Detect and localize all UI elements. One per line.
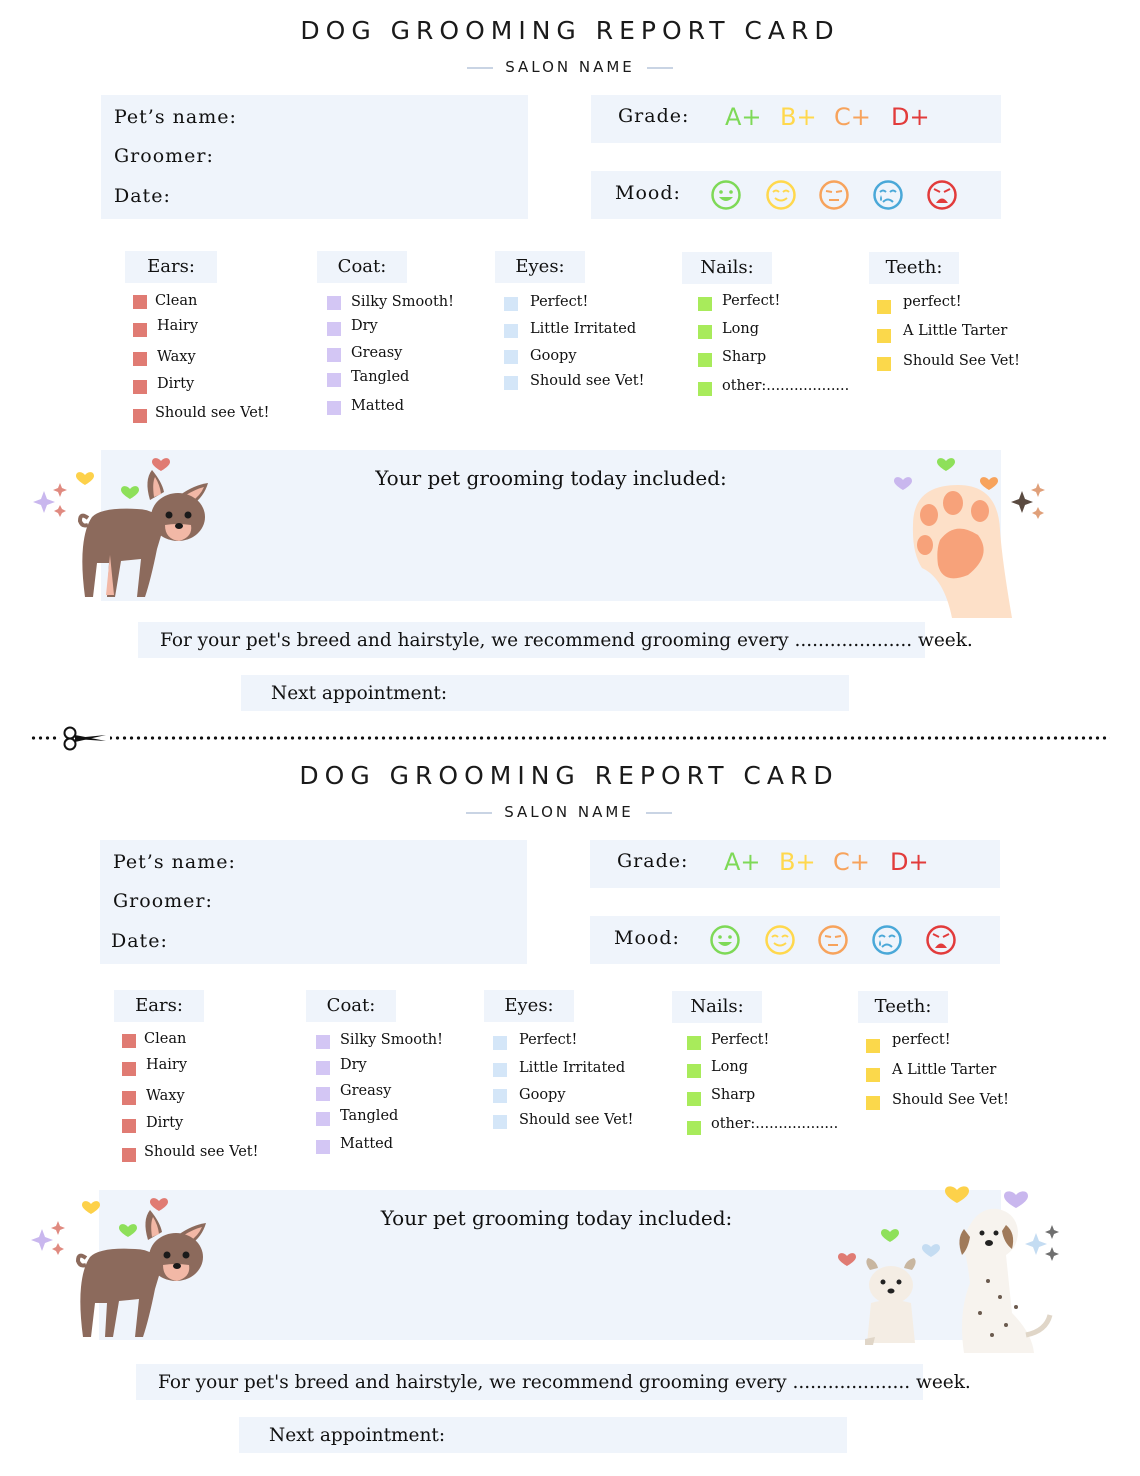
checkbox-ears-clean[interactable]	[122, 1034, 136, 1048]
option-eyes-irritated: Little Irritated	[519, 1060, 626, 1076]
grade-b-plus[interactable]: B+	[780, 103, 817, 131]
report-card-top	[0, 0, 1140, 730]
eyes-label: Eyes:	[484, 990, 574, 1022]
mood-label: Mood:	[615, 182, 681, 204]
checkbox-teeth-perfect[interactable]	[877, 300, 891, 314]
checkbox-coat-greasy[interactable]	[327, 348, 341, 362]
salon-dash-left	[466, 812, 492, 814]
checkbox-ears-hairy[interactable]	[122, 1062, 136, 1076]
salon-name-text: SALON NAME	[504, 803, 634, 821]
next-appointment-field[interactable]: Next appointment:	[269, 1425, 446, 1446]
option-coat-matted: Matted	[340, 1136, 394, 1152]
checkbox-nails-sharp[interactable]	[698, 353, 712, 367]
card-title: DOG GROOMING REPORT CARD	[299, 761, 839, 790]
option-nails-other: other:..................	[711, 1116, 839, 1132]
chihuahua-illustration	[28, 1195, 228, 1350]
sad-face-icon[interactable]	[871, 924, 903, 956]
grooming-included-label: Your pet grooming today included:	[380, 1206, 733, 1230]
option-teeth-tarter: A Little Tarter	[903, 323, 1008, 339]
pet-info-panel	[101, 95, 528, 219]
option-eyes-perfect: Perfect!	[530, 294, 589, 310]
checkbox-eyes-perfect[interactable]	[504, 297, 518, 311]
option-eyes-goopy: Goopy	[519, 1087, 566, 1103]
checkbox-ears-dirty[interactable]	[133, 380, 147, 394]
coat-label: Coat:	[317, 251, 407, 283]
option-ears-dirty: Dirty	[146, 1115, 184, 1131]
checkbox-teeth-perfect[interactable]	[866, 1039, 880, 1053]
option-coat-tangled: Tangled	[340, 1108, 399, 1124]
option-ears-clean: Clean	[144, 1031, 187, 1047]
grooming-included-label: Your pet grooming today included:	[375, 466, 727, 490]
checkbox-teeth-vet[interactable]	[877, 357, 891, 371]
checkbox-eyes-goopy[interactable]	[493, 1089, 507, 1103]
checkbox-ears-dirty[interactable]	[122, 1119, 136, 1133]
option-coat-dry: Dry	[340, 1057, 367, 1073]
checkbox-coat-silky[interactable]	[316, 1035, 330, 1049]
date-field[interactable]: Date:	[114, 185, 171, 207]
grade-panel	[590, 840, 1000, 888]
checkbox-ears-waxy[interactable]	[133, 352, 147, 366]
grade-a-plus[interactable]: A+	[725, 103, 762, 131]
grade-d-plus[interactable]: D+	[891, 103, 930, 131]
two-dogs-illustration	[830, 1185, 1070, 1365]
report-card-bottom	[0, 745, 1140, 1475]
checkbox-coat-matted[interactable]	[316, 1140, 330, 1154]
grooming-included-panel[interactable]	[101, 450, 1001, 601]
eyes-label: Eyes:	[495, 251, 585, 283]
angry-face-icon[interactable]	[925, 924, 957, 956]
option-ears-waxy: Waxy	[157, 349, 196, 365]
option-ears-hairy: Hairy	[146, 1057, 188, 1073]
checkbox-eyes-irritated[interactable]	[493, 1063, 507, 1077]
checkbox-eyes-perfect[interactable]	[493, 1036, 507, 1050]
happy-face-icon[interactable]	[710, 179, 742, 211]
mood-label: Mood:	[614, 927, 680, 949]
option-nails-long: Long	[722, 321, 759, 337]
grade-d-plus[interactable]: D+	[890, 848, 929, 876]
option-ears-clean: Clean	[155, 293, 198, 309]
grooming-frequency-field[interactable]: For your pet's breed and hairstyle, we recommend grooming every .................... week.	[160, 630, 973, 651]
sad-face-icon[interactable]	[872, 179, 904, 211]
neutral-face-icon[interactable]	[817, 924, 849, 956]
option-eyes-vet: Should see Vet!	[530, 373, 645, 389]
groomer-field[interactable]: Groomer:	[114, 145, 214, 167]
neutral-face-icon[interactable]	[818, 179, 850, 211]
groomer-field[interactable]: Groomer:	[113, 890, 213, 912]
option-eyes-irritated: Little Irritated	[530, 321, 637, 337]
checkbox-ears-waxy[interactable]	[122, 1091, 136, 1105]
checkbox-teeth-vet[interactable]	[866, 1096, 880, 1110]
checkbox-eyes-vet[interactable]	[493, 1115, 507, 1129]
checkbox-eyes-vet[interactable]	[504, 376, 518, 390]
teeth-label: Teeth:	[869, 252, 959, 284]
option-coat-tangled: Tangled	[351, 369, 410, 385]
grade-panel	[591, 95, 1001, 143]
teeth-label: Teeth:	[858, 991, 948, 1023]
checkbox-nails-long[interactable]	[687, 1064, 701, 1078]
option-coat-silky: Silky Smooth!	[351, 294, 454, 310]
checkbox-eyes-goopy[interactable]	[504, 350, 518, 364]
option-coat-greasy: Greasy	[340, 1083, 392, 1099]
option-nails-sharp: Sharp	[722, 349, 767, 365]
option-nails-other: other:..................	[722, 378, 850, 394]
option-coat-silky: Silky Smooth!	[340, 1032, 443, 1048]
option-teeth-perfect: perfect!	[892, 1032, 951, 1048]
nails-label: Nails:	[682, 252, 772, 284]
checkbox-nails-sharp[interactable]	[687, 1092, 701, 1106]
checkbox-teeth-tarter[interactable]	[866, 1068, 880, 1082]
checkbox-coat-dry[interactable]	[316, 1061, 330, 1075]
nails-label: Nails:	[672, 991, 762, 1023]
angry-face-icon[interactable]	[926, 179, 958, 211]
grade-label: Grade:	[617, 850, 689, 872]
pet-info-panel	[100, 840, 527, 964]
option-teeth-tarter: A Little Tarter	[892, 1062, 997, 1078]
next-appointment-field[interactable]: Next appointment:	[271, 683, 448, 704]
salon-dash-right	[647, 67, 673, 69]
checkbox-ears-hairy[interactable]	[133, 323, 147, 337]
option-eyes-vet: Should see Vet!	[519, 1112, 634, 1128]
checkbox-coat-tangled[interactable]	[316, 1112, 330, 1126]
grooming-frequency-field[interactable]: For your pet's breed and hairstyle, we recommend grooming every .................... week.	[158, 1372, 971, 1393]
content-face-icon[interactable]	[764, 924, 796, 956]
pets-name-field[interactable]: Pet’s name:	[113, 851, 236, 873]
card-title: DOG GROOMING REPORT CARD	[300, 16, 840, 45]
salon-name	[0, 803, 1139, 821]
option-teeth-perfect: perfect!	[903, 294, 962, 310]
option-coat-greasy: Greasy	[351, 345, 403, 361]
option-ears-hairy: Hairy	[157, 318, 199, 334]
checkbox-ears-vet[interactable]	[122, 1148, 136, 1162]
next-appointment-panel	[241, 675, 849, 711]
option-teeth-vet: Should See Vet!	[892, 1092, 1009, 1108]
paw-illustration	[885, 455, 1055, 620]
coat-label: Coat:	[306, 990, 396, 1022]
option-nails-perfect: Perfect!	[711, 1032, 770, 1048]
salon-dash-left	[467, 67, 493, 69]
checkbox-coat-greasy[interactable]	[316, 1087, 330, 1101]
ears-label: Ears:	[125, 251, 217, 283]
cut-line	[30, 736, 1110, 740]
recommendation-panel	[136, 1364, 971, 1400]
option-ears-vet: Should see Vet!	[155, 405, 270, 421]
option-ears-dirty: Dirty	[157, 376, 195, 392]
salon-name-text: SALON NAME	[505, 58, 635, 76]
option-nails-perfect: Perfect!	[722, 293, 781, 309]
checkbox-nails-long[interactable]	[698, 325, 712, 339]
checkbox-nails-perfect[interactable]	[698, 297, 712, 311]
option-nails-sharp: Sharp	[711, 1087, 756, 1103]
grade-c-plus[interactable]: C+	[834, 103, 871, 131]
recommendation-panel	[138, 622, 973, 658]
checkbox-nails-other[interactable]	[698, 382, 712, 396]
option-ears-vet: Should see Vet!	[144, 1144, 259, 1160]
option-nails-long: Long	[711, 1059, 748, 1075]
option-ears-waxy: Waxy	[146, 1088, 185, 1104]
chihuahua-illustration	[30, 455, 230, 610]
content-face-icon[interactable]	[765, 179, 797, 211]
date-field[interactable]: Date:	[111, 930, 168, 952]
checkbox-coat-tangled[interactable]	[327, 373, 341, 387]
grade-c-plus[interactable]: C+	[833, 848, 870, 876]
grade-label: Grade:	[618, 105, 690, 127]
checkbox-coat-dry[interactable]	[327, 322, 341, 336]
checkbox-ears-clean[interactable]	[133, 295, 147, 309]
salon-name	[0, 58, 1140, 76]
checkbox-nails-other[interactable]	[687, 1121, 701, 1135]
option-coat-dry: Dry	[351, 318, 378, 334]
checkbox-coat-silky[interactable]	[327, 296, 341, 310]
grade-b-plus[interactable]: B+	[779, 848, 816, 876]
ears-label: Ears:	[114, 990, 204, 1022]
mood-panel	[590, 916, 1000, 964]
checkbox-eyes-irritated[interactable]	[504, 324, 518, 338]
grade-a-plus[interactable]: A+	[724, 848, 761, 876]
pets-name-field[interactable]: Pet’s name:	[114, 106, 237, 128]
next-appointment-panel	[239, 1417, 847, 1453]
checkbox-nails-perfect[interactable]	[687, 1036, 701, 1050]
option-coat-matted: Matted	[351, 398, 405, 414]
checkbox-ears-vet[interactable]	[133, 409, 147, 423]
salon-dash-right	[646, 812, 672, 814]
mood-panel	[591, 171, 1001, 219]
option-eyes-goopy: Goopy	[530, 348, 577, 364]
option-eyes-perfect: Perfect!	[519, 1032, 578, 1048]
checkbox-teeth-tarter[interactable]	[877, 329, 891, 343]
checkbox-coat-matted[interactable]	[327, 401, 341, 415]
happy-face-icon[interactable]	[709, 924, 741, 956]
option-teeth-vet: Should See Vet!	[903, 353, 1020, 369]
